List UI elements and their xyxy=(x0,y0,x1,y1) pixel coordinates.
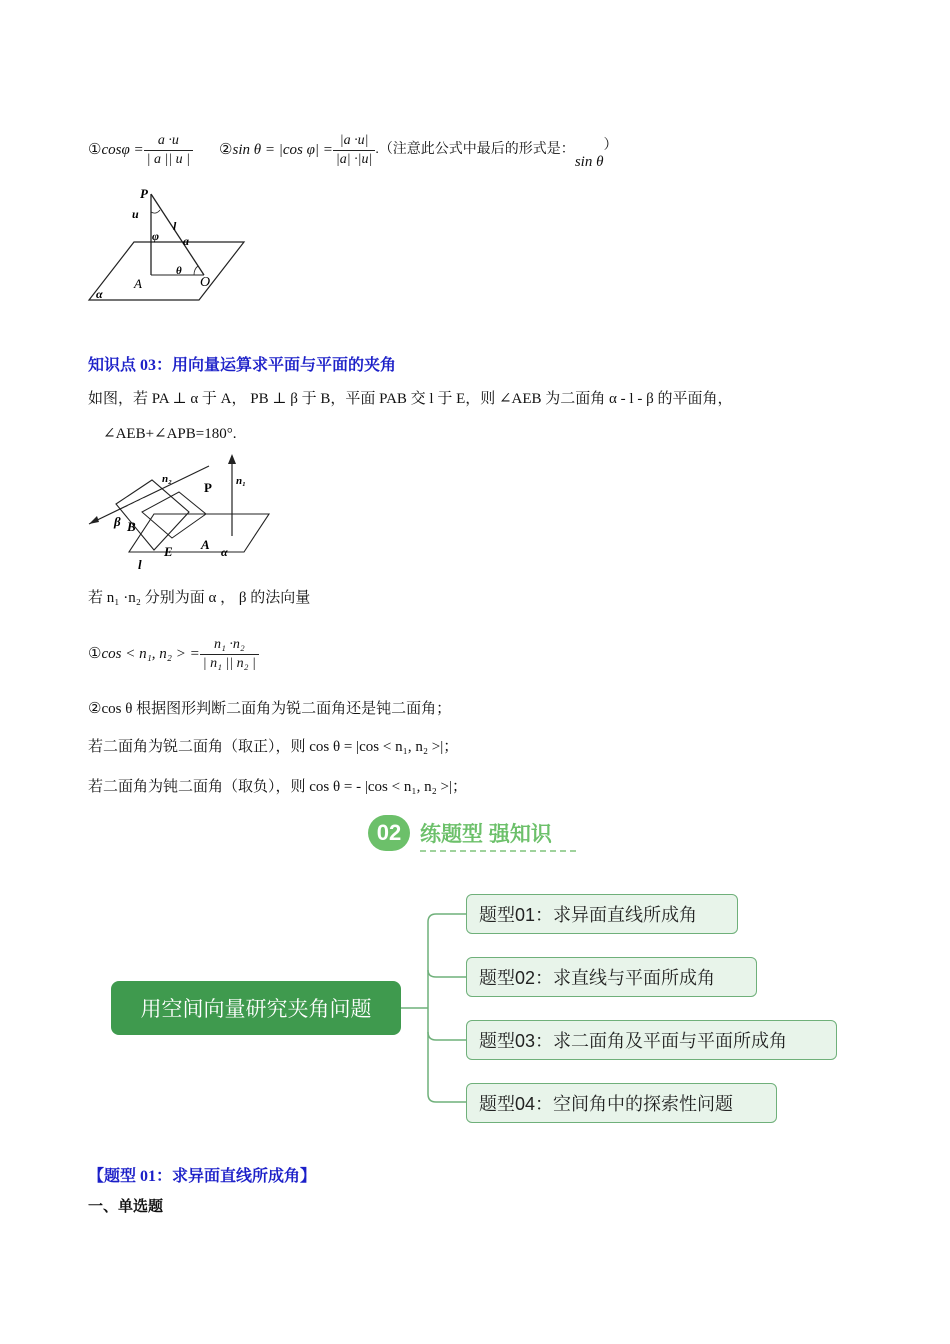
formula2-fraction xyxy=(333,132,375,169)
label-l-fig2: l xyxy=(138,557,142,572)
figure-line-plane-angle xyxy=(84,182,249,307)
mindmap-node-type02[interactable]: 题型02：求直线与平面所成角 xyxy=(466,957,757,997)
formula3-fraction xyxy=(200,636,259,673)
label-theta: θ xyxy=(176,265,182,277)
formula3-lhs: cos < n₁, n₂ > = xyxy=(101,646,200,662)
section-03-line2: ∠AEB+∠APB=180°. xyxy=(103,426,237,442)
formula1-lhs: cosφ = xyxy=(101,142,144,158)
formula4-marker: ② xyxy=(88,701,102,717)
arrow-n1 xyxy=(228,454,236,464)
formula-row-3 xyxy=(88,630,259,678)
formula-row-4 xyxy=(88,699,451,719)
formula2-note-end: sin θ xyxy=(574,154,604,170)
mindmap-node-type04[interactable]: 题型04：空间角中的探索性问题 xyxy=(466,1083,777,1123)
phi-arc xyxy=(151,210,160,213)
label-n1: n₁ xyxy=(236,475,246,487)
formula1-numerator: a ·u xyxy=(157,132,179,148)
label-A-fig2: A xyxy=(201,537,210,552)
label-alpha-fig2: α xyxy=(221,545,228,559)
mindmap-node-type01[interactable]: 题型01：求异面直线所成角 xyxy=(466,894,738,934)
banner-number-badge: 02 xyxy=(368,815,410,851)
banner-underline xyxy=(420,850,576,852)
acute-rule: 若二面角为锐二面角（取正），则 cos θ = |cos < n₁, n₂ >|； xyxy=(88,739,459,755)
label-l: l xyxy=(173,219,177,233)
banner-02 xyxy=(368,812,583,860)
formula3-marker: ① xyxy=(88,646,102,662)
mindmap-node-type03[interactable]: 题型03：求二面角及平面与平面所成角 xyxy=(466,1020,837,1060)
label-beta: β xyxy=(114,514,121,529)
banner-title: 练题型 强知识 xyxy=(420,823,552,846)
single-choice-title: 一、单选题 xyxy=(88,1199,164,1215)
section-03-line1: 如图，若 PA ⊥ α 于 A， PB ⊥ β 于 B，平面 PAB 交 l 于 E，则 ∠AEB 为二面角 α - l - β 的平面角， xyxy=(88,391,733,407)
label-a: a xyxy=(183,234,189,248)
formula2-note-close: ） xyxy=(603,138,618,153)
formula3-numerator: n₁ ·n₂ xyxy=(213,636,245,652)
formula3-denominator: | n₁ || n₂ | xyxy=(200,654,259,673)
normals-text: 若 n₁ ·n₂ 分别为面 α ， β 的法向量 xyxy=(88,590,311,606)
theta-arc xyxy=(194,266,198,275)
type01-title: 【题型 01：求异面直线所成角】 xyxy=(88,1168,317,1185)
connector-node-1 xyxy=(428,914,466,922)
label-u: u xyxy=(132,207,139,221)
obtuse-rule: 若二面角为钝二面角（取负），则 cos θ = - |cos < n₁, n₂ >|； xyxy=(88,779,468,795)
plane-alpha-shape xyxy=(89,242,244,300)
connector-node-2 xyxy=(428,970,466,977)
formula4-text: cos θ 根据图形判断二面角为锐二面角还是钝二面角； xyxy=(101,701,452,717)
formula2-marker: ② xyxy=(219,142,233,158)
formula1-marker: ① xyxy=(88,142,102,158)
line-n2 xyxy=(89,466,209,524)
arrow-n2 xyxy=(89,516,99,524)
label-n2: n₂ xyxy=(162,473,172,485)
plane-alpha-fig2 xyxy=(129,514,269,552)
label-E: E xyxy=(164,544,173,559)
figure-dihedral-angle xyxy=(84,452,274,574)
label-B: B xyxy=(127,519,136,534)
label-P-fig2: P xyxy=(204,480,212,495)
label-alpha: α xyxy=(96,287,103,301)
mindmap-root: 用空间向量研究夹角问题 xyxy=(111,981,401,1035)
label-P: P xyxy=(140,186,148,201)
formula2-numerator: |a ·u| xyxy=(339,132,369,148)
plane-beta-fig2 xyxy=(116,480,189,550)
label-A: A xyxy=(134,276,142,291)
formula1-fraction xyxy=(144,132,193,169)
section-03-title: 知识点 03：用向量运算求平面与平面的夹角 xyxy=(88,357,397,374)
connector-node-4 xyxy=(428,1094,466,1102)
label-phi: φ xyxy=(152,229,160,243)
formula2-note: .（注意此公式中最后的形式是： xyxy=(375,142,575,157)
formula2-lhs: sin θ = |cos φ| = xyxy=(232,142,333,158)
formula1-denominator: | a || u | xyxy=(144,150,193,169)
formula2-denominator: |a| ·|u| xyxy=(333,150,375,169)
formula-row-1 xyxy=(88,125,617,175)
label-O: O xyxy=(200,275,211,290)
line-n2-hidden xyxy=(124,499,144,509)
connector-node-3 xyxy=(428,1032,466,1040)
